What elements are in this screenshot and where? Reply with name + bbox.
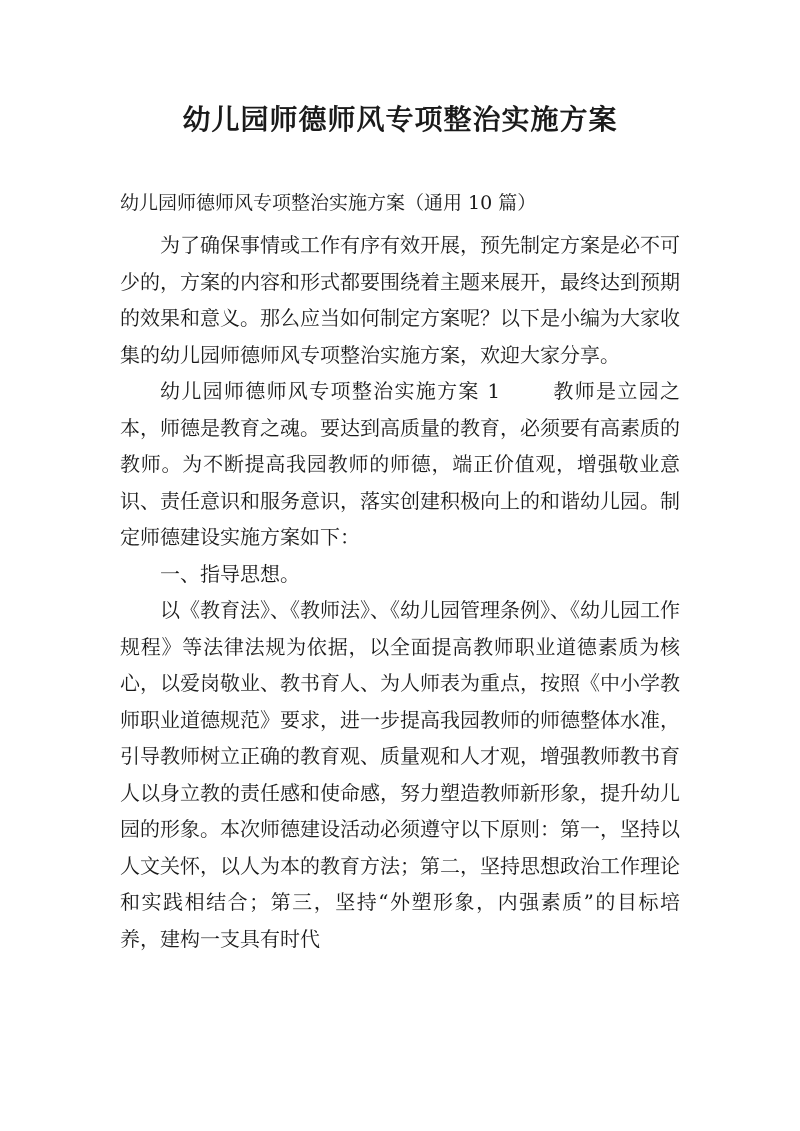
document-subtitle: 幼儿园师德师风专项整治实施方案（通用 10 篇）: [120, 192, 537, 214]
document-body: [120, 227, 680, 957]
intro-paragraph: 为了确保事情或工作有序有效开展，预先制定方案是必不可少的，方案的内容和形式都要围绕着主题来展开，最终达到预期的效果和意义。那么应当如何制定方案呢？以下是小编为大家收集的幼儿园师德师风专项整治实施方案，欢迎大家分享。: [120, 233, 680, 367]
section-1-paragraph: [120, 373, 680, 556]
document-title: 幼儿园师德师风专项整治实施方案: [182, 103, 618, 136]
section-1-text: 教师是立园之本，师德是教育之魂。要达到高质量的教育，必须要有高素质的教师。为不断提高我园教师的师德，端正价值观，增强敬业意识、责任意识和服务意识，落实创建积极向上的和谐幼儿园。制定师德建设实施方案如下：: [120, 379, 680, 549]
section-1-heading: 幼儿园师德师风专项整治实施方案 1: [160, 379, 501, 403]
item-1-heading: 一、指导思想。: [160, 561, 300, 586]
item-1-paragraph: 以《教育法》、《教师法》、《幼儿园管理条例》、《幼儿园工作规程》等法律法规为依据，以全面提高教师职业道德素质为核心，以爱岗敬业、教书育人、为人师表为重点，按照《中小学教师职业道德规范》要求，进一步提高我园教师的师德整体水准，引导教师树立正确的教育观、质量观和人才观，增强教师教书育人以身立教的责任感和使命感，努力塑造教师新形象，提升幼儿园的形象。本次师德建设活动必须遵守以下原则：第一，坚持以人文关怀，以人为本的教育方法；第二，坚持思想政治工作理论和实践相结合；第三，坚持“外塑形象，内强素质”的目标培养，建构一支具有时代: [120, 598, 680, 951]
